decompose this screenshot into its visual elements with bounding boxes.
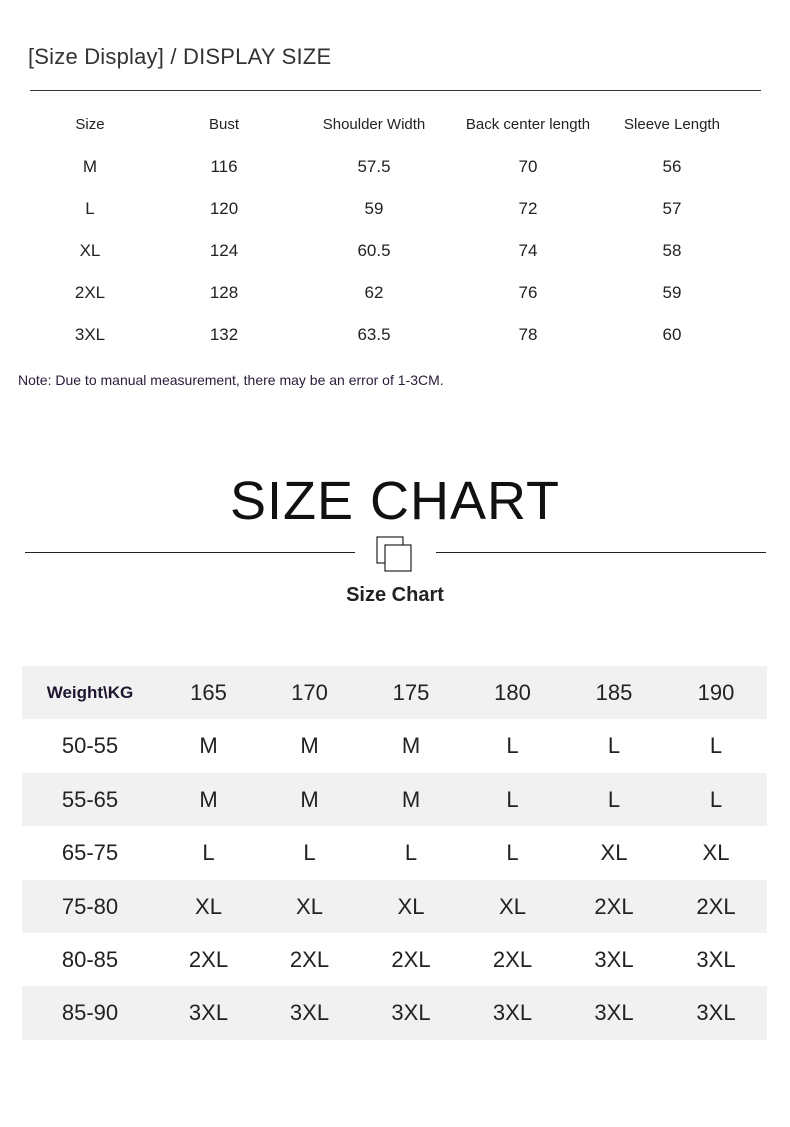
shoulder-cell: 59 [364, 199, 384, 218]
size-value: 3XL [188, 1000, 229, 1026]
size-value: XL [702, 840, 730, 866]
sleeve-cell: 59 [662, 283, 682, 302]
size-value: L [607, 733, 621, 759]
size-cell: XL [79, 241, 101, 260]
bust-cell: 128 [209, 283, 239, 302]
size-value: L [709, 733, 723, 759]
back-length-cell: 76 [518, 283, 538, 302]
size-value: L [506, 733, 519, 759]
sleeve-cell: 56 [662, 157, 682, 176]
height-header: 170 [291, 680, 328, 705]
size-value: 3XL [696, 1000, 736, 1026]
weight-range: 55-65 [61, 786, 119, 812]
corner-label: Weight\KG [46, 683, 134, 702]
height-header: 180 [494, 680, 531, 705]
sleeve-cell: 57 [662, 199, 682, 218]
size-cell: 3XL [74, 325, 106, 344]
size-chart-subtitle: Size Chart [346, 584, 444, 606]
table-row [30, 146, 761, 188]
size-value: 2XL [696, 893, 736, 919]
size-value: XL [195, 893, 222, 919]
size-value: L [506, 786, 519, 812]
table-row [22, 719, 767, 772]
back-length-cell: 74 [518, 241, 538, 260]
size-value: L [404, 840, 418, 866]
size-value: 2XL [492, 946, 533, 972]
title-divider [30, 90, 761, 91]
weight-range: 75-80 [61, 893, 119, 919]
size-value: XL [397, 893, 425, 919]
sleeve-cell: 58 [662, 241, 682, 260]
height-header: 165 [190, 680, 227, 705]
table-row [22, 880, 767, 933]
table-row [30, 230, 761, 272]
table-row [22, 773, 767, 826]
size-cell: M [82, 157, 98, 176]
size-value: XL [296, 893, 323, 919]
size-chart-table [22, 666, 767, 1040]
size-value: 2XL [188, 946, 229, 972]
shoulder-cell: 62 [364, 283, 384, 302]
size-value: M [300, 786, 319, 812]
header-sleeve-length: Sleeve Length [624, 116, 720, 133]
back-length-cell: 78 [518, 325, 538, 344]
weight-range: 65-75 [61, 840, 119, 866]
table-row [30, 314, 761, 356]
height-header: 175 [392, 680, 430, 705]
shoulder-cell: 63.5 [357, 325, 391, 344]
weight-range: 80-85 [61, 946, 119, 972]
bust-cell: 124 [209, 241, 239, 260]
chart-header-row [22, 666, 767, 719]
heading-rule-left [25, 552, 355, 553]
size-value: M [199, 733, 218, 759]
size-value: M [199, 786, 218, 812]
table-row [22, 933, 767, 986]
size-value: 2XL [391, 946, 431, 972]
table-row [22, 826, 767, 879]
measurement-header-row [30, 104, 761, 146]
shoulder-cell: 57.5 [357, 157, 391, 176]
size-value: L [607, 786, 621, 812]
size-value: XL [499, 893, 526, 919]
measurement-note: Note: Due to manual measurement, there may be an error of 1-3CM. [18, 372, 444, 388]
size-value: 3XL [391, 1000, 431, 1026]
overlapping-squares-icon [376, 536, 412, 572]
sleeve-cell: 60 [662, 325, 682, 344]
size-value: M [300, 733, 319, 759]
back-length-cell: 72 [518, 199, 538, 218]
heading-rule-right [436, 552, 766, 553]
shoulder-cell: 60.5 [357, 241, 391, 260]
header-size: Size [75, 116, 105, 133]
size-value: XL [600, 840, 628, 866]
size-value: 3XL [594, 1000, 634, 1026]
height-header: 185 [595, 680, 633, 705]
table-row [22, 986, 767, 1039]
size-cell: L [85, 199, 95, 218]
bust-cell: 116 [210, 157, 238, 176]
table-row [30, 272, 761, 314]
header-bust: Bust [208, 116, 239, 133]
size-value: L [709, 786, 723, 812]
height-header: 190 [697, 680, 735, 705]
size-value: L [506, 840, 519, 866]
bust-cell: 120 [209, 199, 239, 218]
size-value: 3XL [289, 1000, 330, 1026]
header-back-center-length: Back center length [465, 116, 591, 133]
weight-range: 85-90 [61, 1000, 119, 1026]
size-value: 3XL [492, 1000, 533, 1026]
size-value: 3XL [696, 946, 736, 972]
size-value: 2XL [289, 946, 330, 972]
size-chart-heading: SIZE CHART [229, 471, 561, 531]
size-value: L [303, 840, 316, 866]
size-value: M [401, 733, 421, 759]
size-value: M [401, 786, 421, 812]
size-value: 3XL [594, 946, 634, 972]
table-row [30, 188, 761, 230]
display-size-title: [Size Display] / DISPLAY SIZE [28, 44, 332, 69]
measurement-table [30, 104, 761, 356]
bust-cell: 132 [209, 325, 239, 344]
size-value: L [202, 840, 215, 866]
size-cell: 2XL [74, 283, 106, 302]
size-value: 2XL [594, 893, 634, 919]
weight-range: 50-55 [61, 733, 119, 759]
back-length-cell: 70 [518, 157, 538, 176]
header-shoulder-width: Shoulder Width [322, 116, 426, 133]
